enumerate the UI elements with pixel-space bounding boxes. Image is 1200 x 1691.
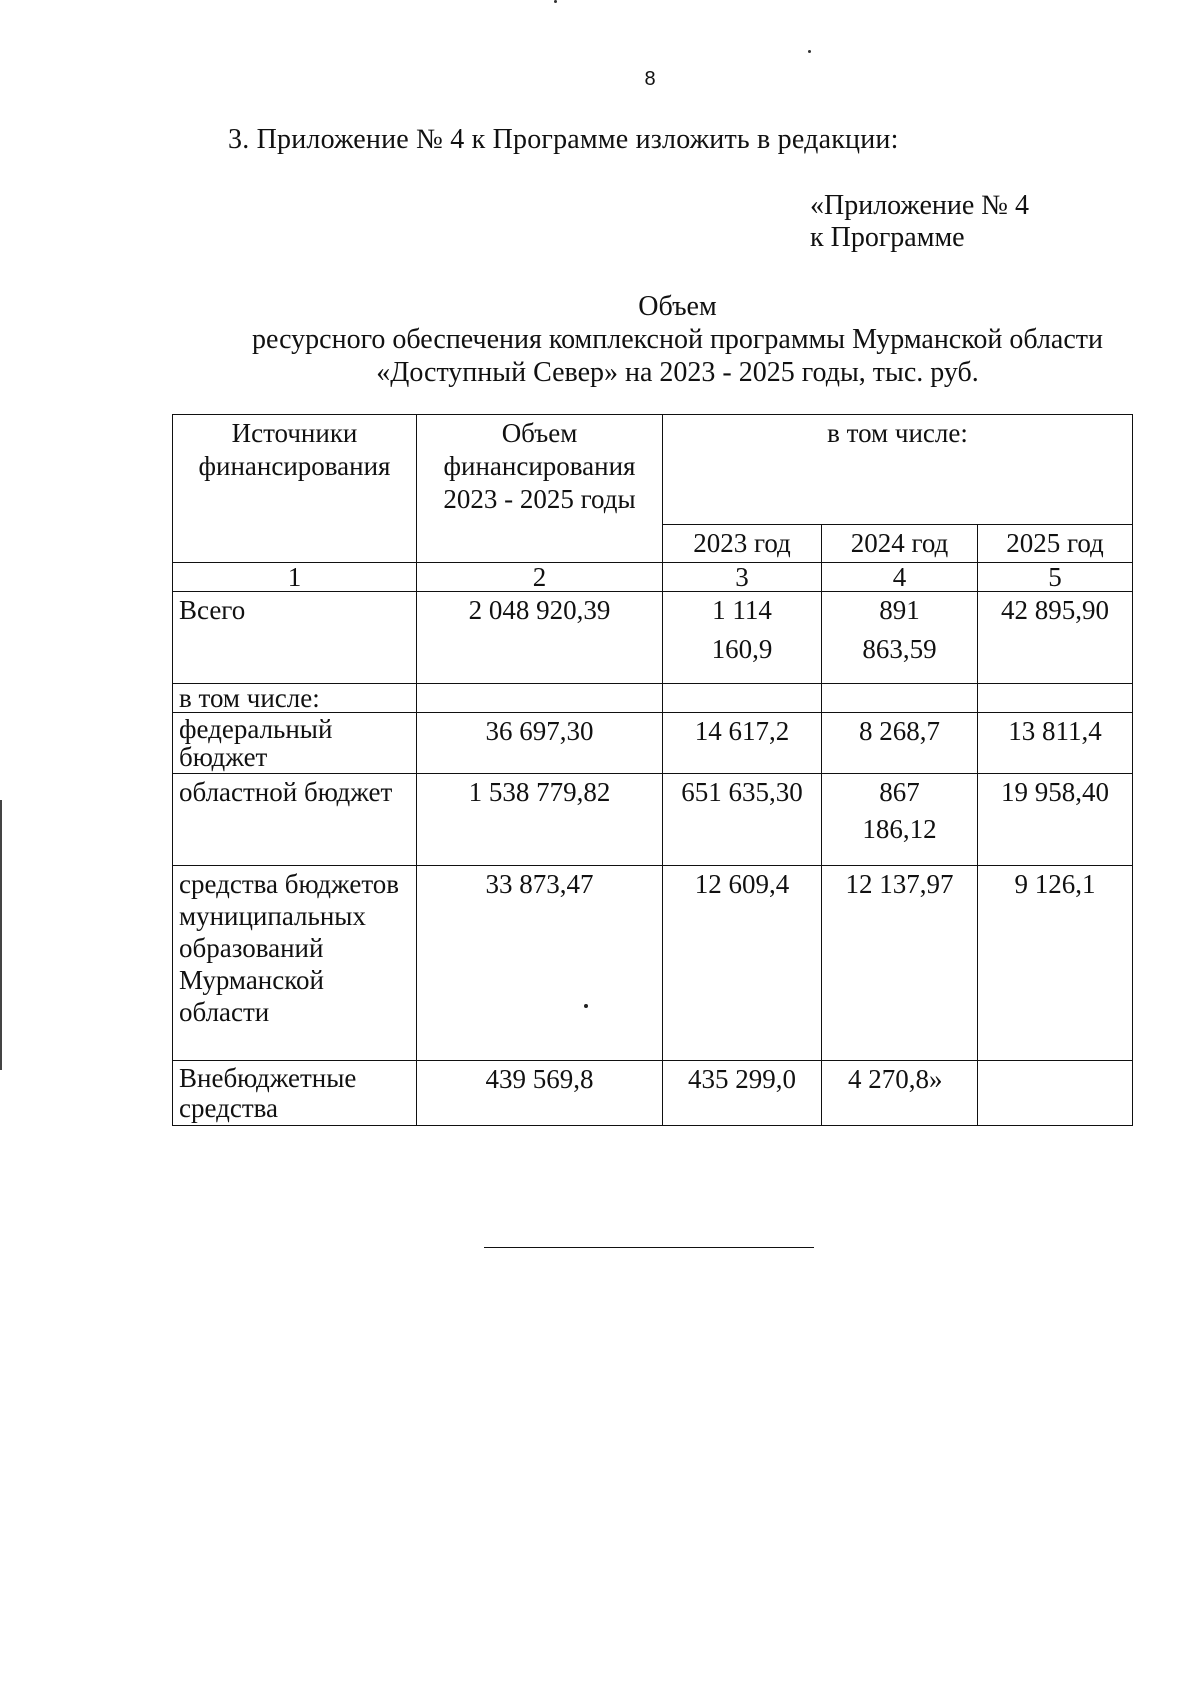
index-cell: 3 <box>663 563 822 592</box>
cell-2025: 42 895,90 <box>978 592 1133 684</box>
cell-2025 <box>978 1061 1133 1126</box>
empty-cell <box>822 684 978 713</box>
row-label: Внебюджетные средства <box>173 1061 417 1126</box>
cell-2024 <box>822 774 978 866</box>
cell-volume: 439 569,8 <box>417 1061 663 1126</box>
table-row-municipal <box>173 866 1133 1061</box>
row-label: в том числе: <box>173 684 417 713</box>
header-year-2024: 2024 год <box>822 525 978 563</box>
cell-2024-part1: 867 <box>879 777 920 807</box>
scan-speck <box>808 50 811 53</box>
row-label: средства бюджетов муниципальных образований Мурманской области <box>173 866 417 1061</box>
header-sources: Источники финансирования <box>173 415 417 563</box>
header-row <box>173 415 1133 525</box>
index-cell: 4 <box>822 563 978 592</box>
index-cell: 5 <box>978 563 1133 592</box>
empty-cell <box>978 684 1133 713</box>
cell-volume: 2 048 920,39 <box>417 592 663 684</box>
cell-volume: 36 697,30 <box>417 713 663 774</box>
appendix-line-2: к Программе <box>810 222 965 253</box>
cell-2024-part2: 863,59 <box>862 634 937 664</box>
header-including: в том числе: <box>663 415 1133 525</box>
cell-2024: 8 268,7 <box>822 713 978 774</box>
table-row-federal <box>173 713 1133 774</box>
scan-speck <box>554 0 557 3</box>
cell-2023: 12 609,4 <box>663 866 822 1061</box>
cell-2023 <box>663 592 822 684</box>
cell-2023: 651 635,30 <box>663 774 822 866</box>
table-row-including <box>173 684 1133 713</box>
header-year-2023: 2023 год <box>663 525 822 563</box>
empty-cell <box>663 684 822 713</box>
cell-2023-part1: 1 114 <box>712 595 772 625</box>
title-line-1: Объем <box>638 291 717 322</box>
amendment-paragraph: 3. Приложение № 4 к Программе изложить в редакции: <box>228 124 899 155</box>
cell-2023: 14 617,2 <box>663 713 822 774</box>
row-label: Всего <box>173 592 417 684</box>
funding-table <box>172 414 1133 1126</box>
cell-2024-part1: 891 <box>879 595 920 625</box>
cell-2025: 13 811,4 <box>978 713 1133 774</box>
table-title <box>0 290 1200 389</box>
appendix-line-1: «Приложение № 4 <box>810 190 1029 221</box>
header-volume: Объем финансирования 2023 - 2025 годы <box>417 415 663 563</box>
header-year-2025: 2025 год <box>978 525 1133 563</box>
end-rule <box>484 1247 814 1248</box>
cell-2024 <box>822 592 978 684</box>
table-row-extrabudgetary <box>173 1061 1133 1126</box>
index-row <box>173 563 1133 592</box>
index-cell: 1 <box>173 563 417 592</box>
page-number: 8 <box>644 68 656 90</box>
empty-cell <box>417 684 663 713</box>
cell-2025: 19 958,40 <box>978 774 1133 866</box>
title-line-2: ресурсного обеспечения комплексной программы Мурманской области <box>252 324 1103 355</box>
row-label: областной бюджет <box>173 774 417 866</box>
cell-2024: 4 270,8» <box>822 1061 978 1126</box>
cell-2024-part2: 186,12 <box>862 814 937 844</box>
appendix-reference <box>810 190 1029 254</box>
cell-volume: 1 538 779,82 <box>417 774 663 866</box>
cell-2023-part2: 160,9 <box>711 634 773 664</box>
cell-2023: 435 299,0 <box>663 1061 822 1126</box>
row-label: федеральный бюджет <box>173 713 417 774</box>
cell-2025: 9 126,1 <box>978 866 1133 1061</box>
table-row-total <box>173 592 1133 684</box>
scan-edge-mark <box>0 800 2 1070</box>
scan-dot <box>584 1004 588 1008</box>
cell-volume: 33 873,47 <box>417 866 663 1061</box>
title-line-3: «Доступный Север» на 2023 - 2025 годы, тыс. руб. <box>376 357 979 388</box>
index-cell: 2 <box>417 563 663 592</box>
table-row-regional <box>173 774 1133 866</box>
cell-2024: 12 137,97 <box>822 866 978 1061</box>
